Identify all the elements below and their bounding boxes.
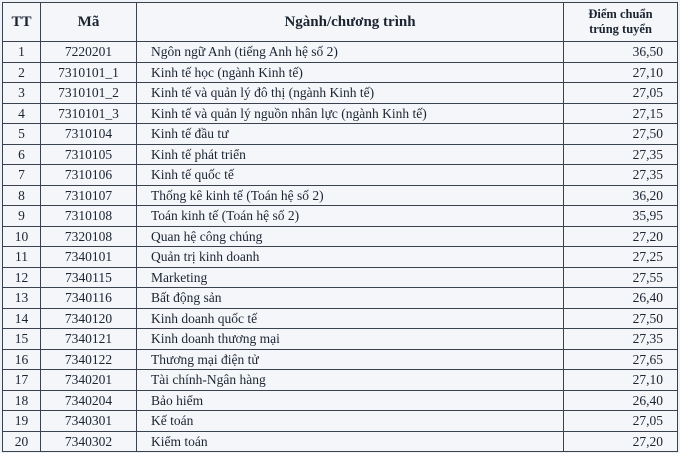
program-code: 7340301: [41, 411, 137, 432]
program-name: Kinh tế phát triển: [137, 144, 564, 165]
row-number: 15: [3, 329, 41, 350]
cutoff-score: 27,10: [564, 370, 678, 391]
table-row: [3, 431, 678, 452]
program-code: 7310108: [41, 206, 137, 227]
row-number: 1: [3, 42, 41, 63]
program-code: 7340204: [41, 390, 137, 411]
row-number: 17: [3, 370, 41, 391]
program-name: Kinh doanh quốc tế: [137, 308, 564, 329]
program-code: 7340116: [41, 288, 137, 309]
program-name: Kiểm toán: [137, 431, 564, 452]
row-number: 10: [3, 226, 41, 247]
cutoff-score: 26,40: [564, 288, 678, 309]
program-code: 7220201: [41, 42, 137, 63]
program-code: 7340201: [41, 370, 137, 391]
program-code: 7340122: [41, 349, 137, 370]
table-row: [3, 206, 678, 227]
header-score: [564, 3, 678, 42]
cutoff-score: 27,05: [564, 411, 678, 432]
cutoff-score: 27,50: [564, 308, 678, 329]
program-name: Thống kê kinh tế (Toán hệ số 2): [137, 185, 564, 206]
program-name: Kinh doanh thương mại: [137, 329, 564, 350]
table-row: [3, 124, 678, 145]
program-name: Kinh tế học (ngành Kinh tế): [137, 62, 564, 83]
header-code: Mã: [41, 3, 137, 42]
program-code: 7310104: [41, 124, 137, 145]
row-number: 4: [3, 103, 41, 124]
program-code: 7340101: [41, 247, 137, 268]
table-row: [3, 42, 678, 63]
cutoff-score: 36,20: [564, 185, 678, 206]
program-name: Ngôn ngữ Anh (tiếng Anh hệ số 2): [137, 42, 564, 63]
document-sheet: [2, 2, 677, 451]
cutoff-score: 27,55: [564, 267, 678, 288]
row-number: 12: [3, 267, 41, 288]
cutoff-score: 27,35: [564, 329, 678, 350]
program-name: Quan hệ công chúng: [137, 226, 564, 247]
row-number: 20: [3, 431, 41, 452]
header-score-line1: Điểm chuẩn: [588, 7, 653, 21]
table-row: [3, 308, 678, 329]
header-tt: TT: [3, 3, 41, 42]
program-code: 7340302: [41, 431, 137, 452]
table-row: [3, 165, 678, 186]
header-row: [3, 3, 678, 42]
table-row: [3, 62, 678, 83]
program-code: 7310105: [41, 144, 137, 165]
program-name: Bảo hiểm: [137, 390, 564, 411]
program-name: Bất động sản: [137, 288, 564, 309]
table-body: [3, 42, 678, 452]
row-number: 8: [3, 185, 41, 206]
program-code: 7320108: [41, 226, 137, 247]
row-number: 2: [3, 62, 41, 83]
row-number: 19: [3, 411, 41, 432]
program-code: 7340120: [41, 308, 137, 329]
program-code: 7310101_1: [41, 62, 137, 83]
program-code: 7340121: [41, 329, 137, 350]
table-row: [3, 267, 678, 288]
row-number: 5: [3, 124, 41, 145]
program-name: Kinh tế và quản lý đô thị (ngành Kinh tế): [137, 83, 564, 104]
cutoff-score: 27,50: [564, 124, 678, 145]
row-number: 3: [3, 83, 41, 104]
program-name: Kinh tế và quản lý nguồn nhân lực (ngành Kinh tế): [137, 103, 564, 124]
table-row: [3, 144, 678, 165]
program-code: 7340115: [41, 267, 137, 288]
cutoff-score: 36,50: [564, 42, 678, 63]
table-row: [3, 349, 678, 370]
program-name: Marketing: [137, 267, 564, 288]
cutoff-score: 27,20: [564, 431, 678, 452]
program-name: Toán kinh tế (Toán hệ số 2): [137, 206, 564, 227]
table-row: [3, 411, 678, 432]
row-number: 14: [3, 308, 41, 329]
header-program: Ngành/chương trình: [137, 3, 564, 42]
program-name: Kế toán: [137, 411, 564, 432]
cutoff-score: 27,65: [564, 349, 678, 370]
program-code: 7310106: [41, 165, 137, 186]
program-code: 7310101_3: [41, 103, 137, 124]
table-row: [3, 83, 678, 104]
table-row: [3, 390, 678, 411]
cutoff-score: 27,05: [564, 83, 678, 104]
table-row: [3, 288, 678, 309]
program-name: Tài chính-Ngân hàng: [137, 370, 564, 391]
cutoff-score: 27,35: [564, 144, 678, 165]
table-row: [3, 185, 678, 206]
header-score-line2: trúng tuyển: [589, 22, 652, 36]
cutoff-score: 26,40: [564, 390, 678, 411]
table-row: [3, 103, 678, 124]
row-number: 6: [3, 144, 41, 165]
row-number: 13: [3, 288, 41, 309]
cutoff-score: 27,20: [564, 226, 678, 247]
table-row: [3, 226, 678, 247]
cutoff-score: 27,10: [564, 62, 678, 83]
table-row: [3, 247, 678, 268]
row-number: 18: [3, 390, 41, 411]
table-row: [3, 329, 678, 350]
program-name: Thương mại điện tử: [137, 349, 564, 370]
row-number: 9: [3, 206, 41, 227]
program-name: Kinh tế quốc tế: [137, 165, 564, 186]
program-name: Kinh tế đầu tư: [137, 124, 564, 145]
cutoff-score: 27,15: [564, 103, 678, 124]
program-code: 7310101_2: [41, 83, 137, 104]
program-name: Quản trị kinh doanh: [137, 247, 564, 268]
table-row: [3, 370, 678, 391]
program-code: 7310107: [41, 185, 137, 206]
row-number: 16: [3, 349, 41, 370]
row-number: 11: [3, 247, 41, 268]
cutoff-score: 27,35: [564, 165, 678, 186]
cutoff-score: 27,25: [564, 247, 678, 268]
cutoff-score: 35,95: [564, 206, 678, 227]
admission-score-table: [2, 2, 678, 452]
row-number: 7: [3, 165, 41, 186]
table-header: [3, 3, 678, 42]
